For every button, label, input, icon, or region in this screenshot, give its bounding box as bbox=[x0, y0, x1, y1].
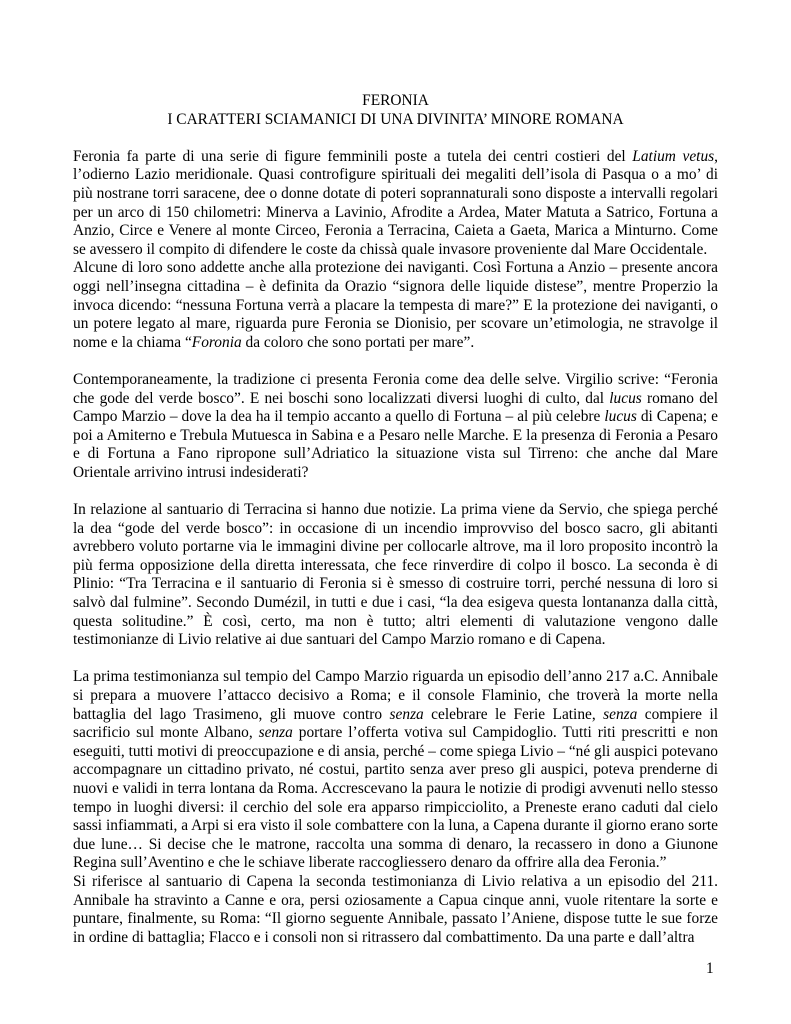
paragraph bbox=[73, 148, 718, 260]
italic-text: senza bbox=[258, 724, 293, 742]
page-number: 1 bbox=[706, 960, 714, 977]
text-run: , l’odierno Lazio meridionale. Quasi controfigure spirituali dei megaliti dell’isola di Pasqua o a mo’ di più nostrane torri saracene, dee o donne dotate di poteri soprannaturali sono disposte a intervalli regolari per un arco di 150 chilometri: Minerva a Lavinio, Afrodite a Ardea, Mater Matuta a Satrico, Fortuna a Anzio, Circe e Venere al monte Circeo, Feronia a Terracina, Caieta a Gaeta, Marica a Minturno. Come se avessero il compito di difendere le coste da chissà quale invasore proveniente dal Mare Occidentale. bbox=[73, 147, 718, 258]
text-run: Contemporaneamente, la tradizione ci presenta Feronia come dea delle selve. Virgilio scrive: “Feronia che gode del verde bosco”. E nei boschi sono localizzati diversi luoghi di culto, dal bbox=[73, 370, 718, 407]
text-run: Feronia fa parte di una serie di figure femminili poste a tutela dei centri costieri del bbox=[73, 147, 633, 165]
document-body bbox=[73, 92, 718, 947]
text-run: Alcune di loro sono addette anche alla protezione dei naviganti. Così Fortuna a Anzio – presente ancora oggi nell’insegna cittadina – è definita da Orazio “signora delle liquide distese”, mentre Properzio la invoca dicendo: “nessuna Fortuna verrà a placare la tempesta di mare?” E la protezione dei naviganti, o un potere legato al mare, riguarda pure Feronia se Dionisio, per scovare un’etimologia, ne stravolge il nome e la chiama “ bbox=[73, 259, 718, 351]
italic-text: senza bbox=[389, 705, 424, 723]
document-title: FERONIA bbox=[362, 92, 429, 109]
text-run: Si riferisce al santuario di Capena la seconda testimonianza di Livio relativa a un episodio del 211. Annibale ha stravinto a Canne e ora, persi oziosamente a Capua cinque anni, vuole ritentare la sorte e puntare, finalmente, su Roma: “Il giorno seguente Annibale, passato l’Aniene, dispose tutte le sue forze in ordine di battaglia; Flacco e i consoli non si ritrassero dal combattimento. Da una parte e dall’altra bbox=[73, 872, 718, 946]
paragraph bbox=[73, 259, 718, 352]
italic-text: lucus bbox=[604, 408, 637, 426]
text-run: compiere il sacrificio sul monte Albano, bbox=[73, 705, 718, 742]
paragraph-list bbox=[73, 148, 718, 948]
italic-text: senza bbox=[603, 705, 638, 723]
paragraph bbox=[73, 501, 718, 650]
text-run: In relazione al santuario di Terracina si hanno due notizie. La prima viene da Servio, che spiega perché la dea “gode del verde bosco”: in occasione di un incendio improvviso del bosco sacro, gli abitanti avrebbero voluto portarne via le immagini divine per collocarle altrove, ma il loro proposito incontrò la più ferma opposizione della diretta interessata, che fece rinverdire di colpo il bosco. La seconda è di Plinio: “Tra Terracina e il santuario di Feronia si è smesso di costruire torri, perché nessuna di loro si salvò dal fulmine”. Secondo Dumézil, in tutti e due i casi, “la dea esigeva questa lontananza dalla città, questa solitudine.” È così, certo, ma non è tutto; altri elementi di valutazione vengono dalle testimonianze di Livio relative ai due santuari del Campo Marzio romano e di Capena. bbox=[73, 501, 718, 649]
paragraph bbox=[73, 873, 718, 947]
paragraph bbox=[73, 668, 718, 873]
italic-text: Latium vetus bbox=[632, 147, 715, 165]
text-run: da coloro che sono portati per mare”. bbox=[241, 333, 475, 351]
document-subtitle: I CARATTERI SCIAMANICI DI UNA DIVINITA’ MINORE ROMANA bbox=[167, 110, 624, 128]
italic-text: Foronia bbox=[191, 333, 242, 351]
italic-text: lucus bbox=[609, 389, 642, 407]
paragraph bbox=[73, 371, 718, 483]
text-run: di Capena; e poi a Amiterno e Trebula Mutuesca in Sabina e a Pesaro nelle Marche. E la presenza di Feronia a Pesaro e di Fortuna a Fano ripropone sull’Adriatico la situazione vista sul Tirreno: che anche dal Mare Orientale arrivino intrusi indesiderati? bbox=[73, 408, 718, 481]
text-run: La prima testimonianza sul tempio del Campo Marzio riguarda un episodio dell’anno 217 a.C. Annibale si prepara a muovere l’attacco decisivo a Roma; e il console Flaminio, che troverà la morte nella battaglia del lago Trasimeno, gli muove contro bbox=[73, 668, 718, 723]
text-run: romano del Campo Marzio – dove la dea ha il tempio accanto a quello di Fortuna – al più celebre bbox=[73, 389, 718, 426]
text-run: portare l’offerta votiva sul Campidoglio. Tutti riti prescritti e non eseguiti, tutti motivi di preoccupazione e di ansia, perché – come spiega Livio – “né gli auspici potevano accompagnare un cittadino privato, né costui, partito senza aver preso gli auspici, poteva prenderne di nuovi e validi in terra lontana da Roma. Accrescevano la paura le notizie di prodigi avvenuti nello stesso tempo in luoghi diversi: il cerchio del sole era apparso rimpicciolito, a Preneste erano caduti dal cielo sassi infiammati, a Arpi si era visto il sole combattere con la luna, a Capena durante il giorno erano sorte due lune… Si decise che le matrone, raccolta una somma di denaro, la recassero in dono a Giunone Regina sull’Aventino e che le schiave liberate raccogliessero denaro da offrire alla dea Feronia.” bbox=[73, 724, 718, 872]
text-run: celebrare le Ferie Latine, bbox=[423, 705, 604, 723]
